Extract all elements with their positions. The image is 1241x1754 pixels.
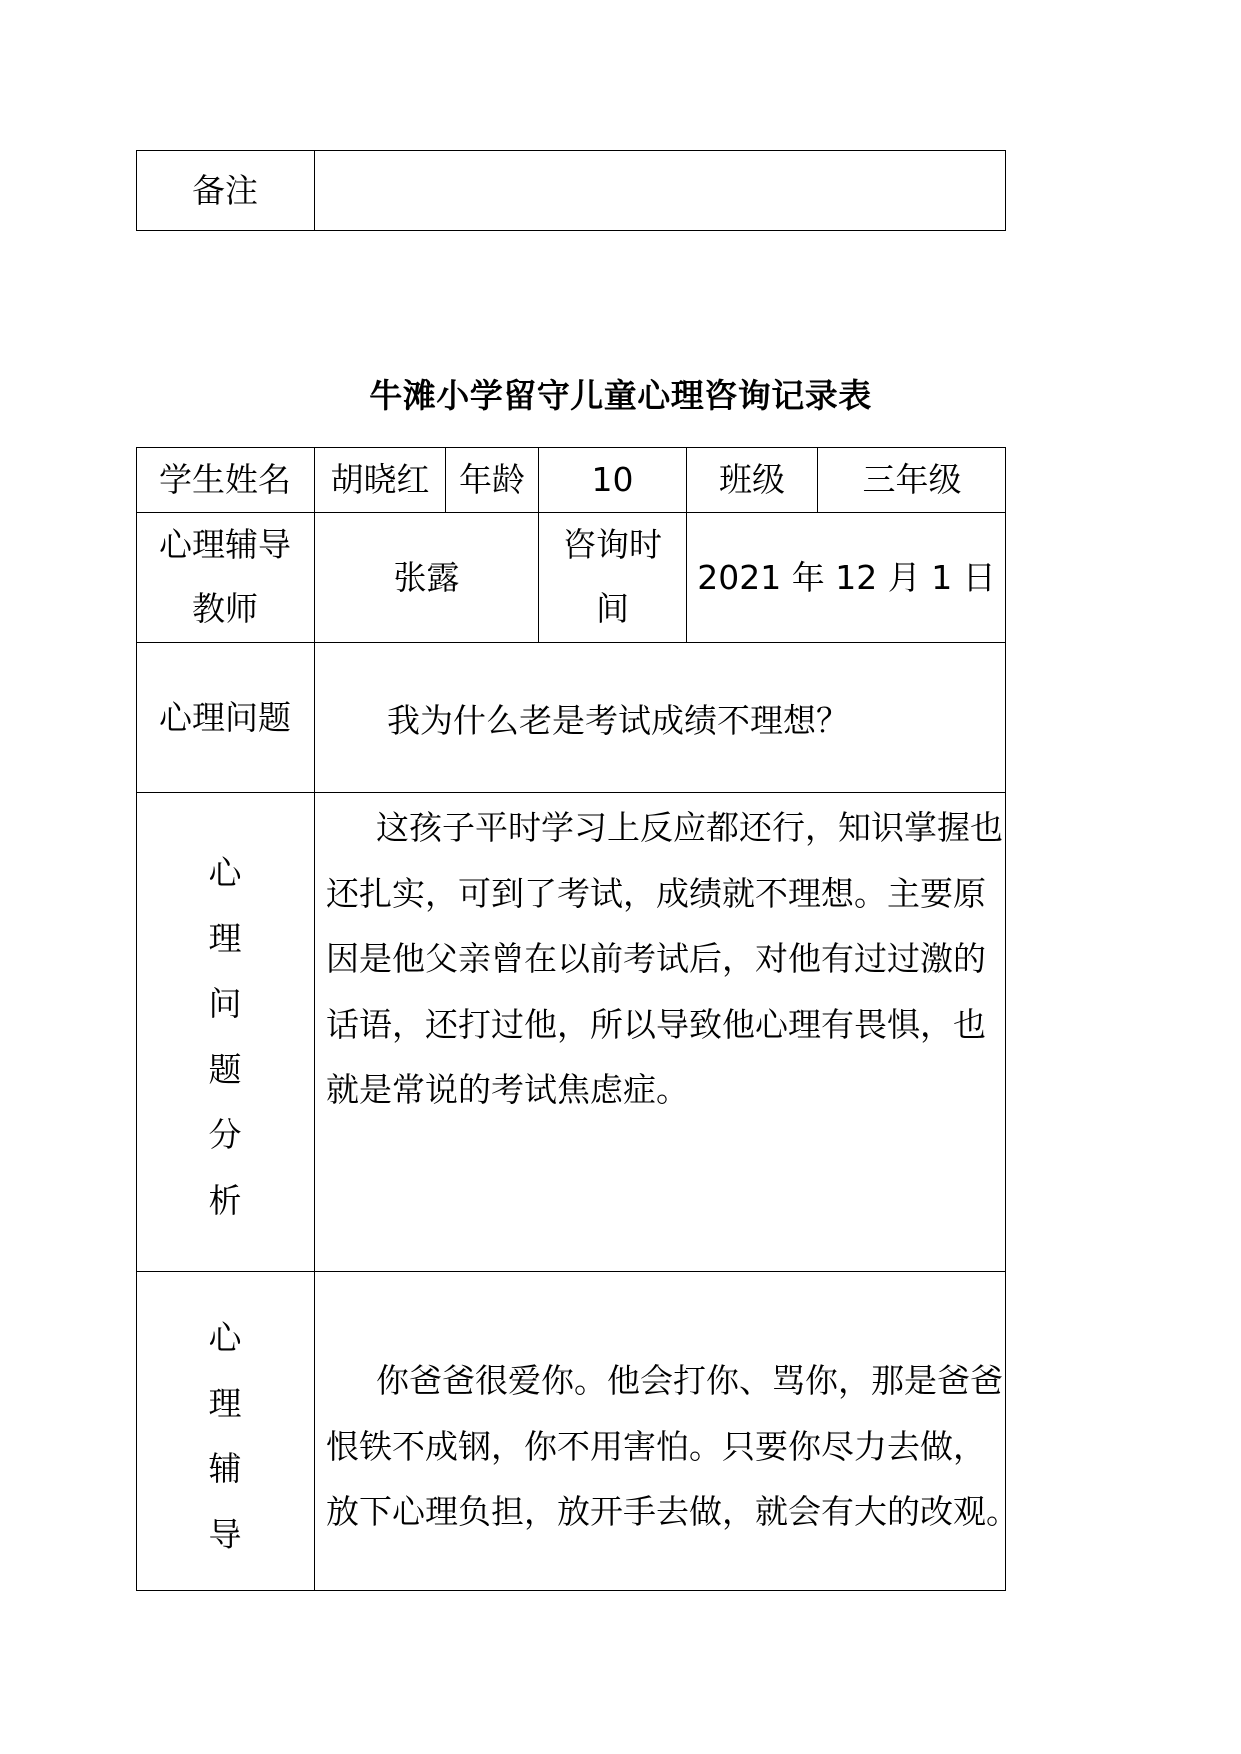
- analysis-text: [326, 795, 1003, 1123]
- analysis-label-char: 分: [208, 1115, 242, 1154]
- guidance-text: [326, 1348, 1019, 1545]
- guidance-label: [136, 1305, 314, 1567]
- student-name-value: 胡晓红: [330, 460, 430, 499]
- class-label: 班级: [719, 460, 785, 499]
- analysis-label-char: 心: [208, 853, 242, 892]
- row-divider: [136, 792, 1006, 793]
- guidance-label-char: 辅: [208, 1449, 242, 1488]
- consult-time-value: 2021 年 12 月 1 日: [697, 557, 996, 597]
- guidance-line: 放下心理负担，放开手去做，就会有大的改观。: [326, 1492, 1019, 1531]
- guidance-label-char: 心: [208, 1318, 242, 1357]
- age-label: 年龄: [459, 460, 525, 499]
- teacher-label-line-1: 心理辅导: [159, 525, 291, 564]
- analysis-label-char: 理: [208, 918, 242, 958]
- problem-value: 我为什么老是考试成绩不理想？: [387, 701, 849, 740]
- page-title: 牛滩小学留守儿童心理咨询记录表: [369, 376, 872, 415]
- guidance-line: 恨铁不成钢，你不用害怕。只要你尽力去做，: [326, 1426, 986, 1466]
- analysis-label-char: 问: [208, 984, 242, 1023]
- analysis-label: [136, 840, 314, 1233]
- consult-time-label-line-2: 间: [596, 589, 629, 628]
- row-divider: [136, 1271, 1006, 1272]
- analysis-line: 因是他父亲曾在以前考试后，对他有过过激的: [326, 939, 986, 978]
- teacher-value: 张露: [393, 557, 460, 597]
- student-name-label: 学生姓名: [159, 460, 291, 499]
- age-value: 10: [591, 460, 634, 499]
- class-value: 三年级: [862, 460, 962, 499]
- analysis-line: 这孩子平时学习上反应都还行，知识掌握也: [376, 808, 1003, 847]
- analysis-label-char: 题: [208, 1049, 242, 1089]
- problem-label: 心理问题: [159, 697, 291, 737]
- guidance-line: 你爸爸很爱你。他会打你、骂你，那是爸爸: [376, 1361, 1003, 1400]
- teacher-label-line-2: 教师: [192, 589, 258, 628]
- remarks-value: [315, 150, 1005, 231]
- analysis-line: 就是常说的考试焦虑症。: [326, 1070, 689, 1109]
- guidance-label-char: 导: [208, 1514, 242, 1554]
- remarks-label: 备注: [192, 171, 258, 210]
- consult-time-label-line-1: 咨询时: [563, 525, 662, 564]
- teacher-label: [136, 512, 314, 642]
- analysis-line: 话语，还打过他，所以导致他心理有畏惧，也: [326, 1004, 986, 1044]
- consult-time-label: [539, 512, 686, 642]
- guidance-label-char: 理: [208, 1383, 242, 1423]
- analysis-line: 还扎实，可到了考试，成绩就不理想。主要原: [326, 873, 986, 913]
- analysis-label-char: 析: [208, 1180, 242, 1220]
